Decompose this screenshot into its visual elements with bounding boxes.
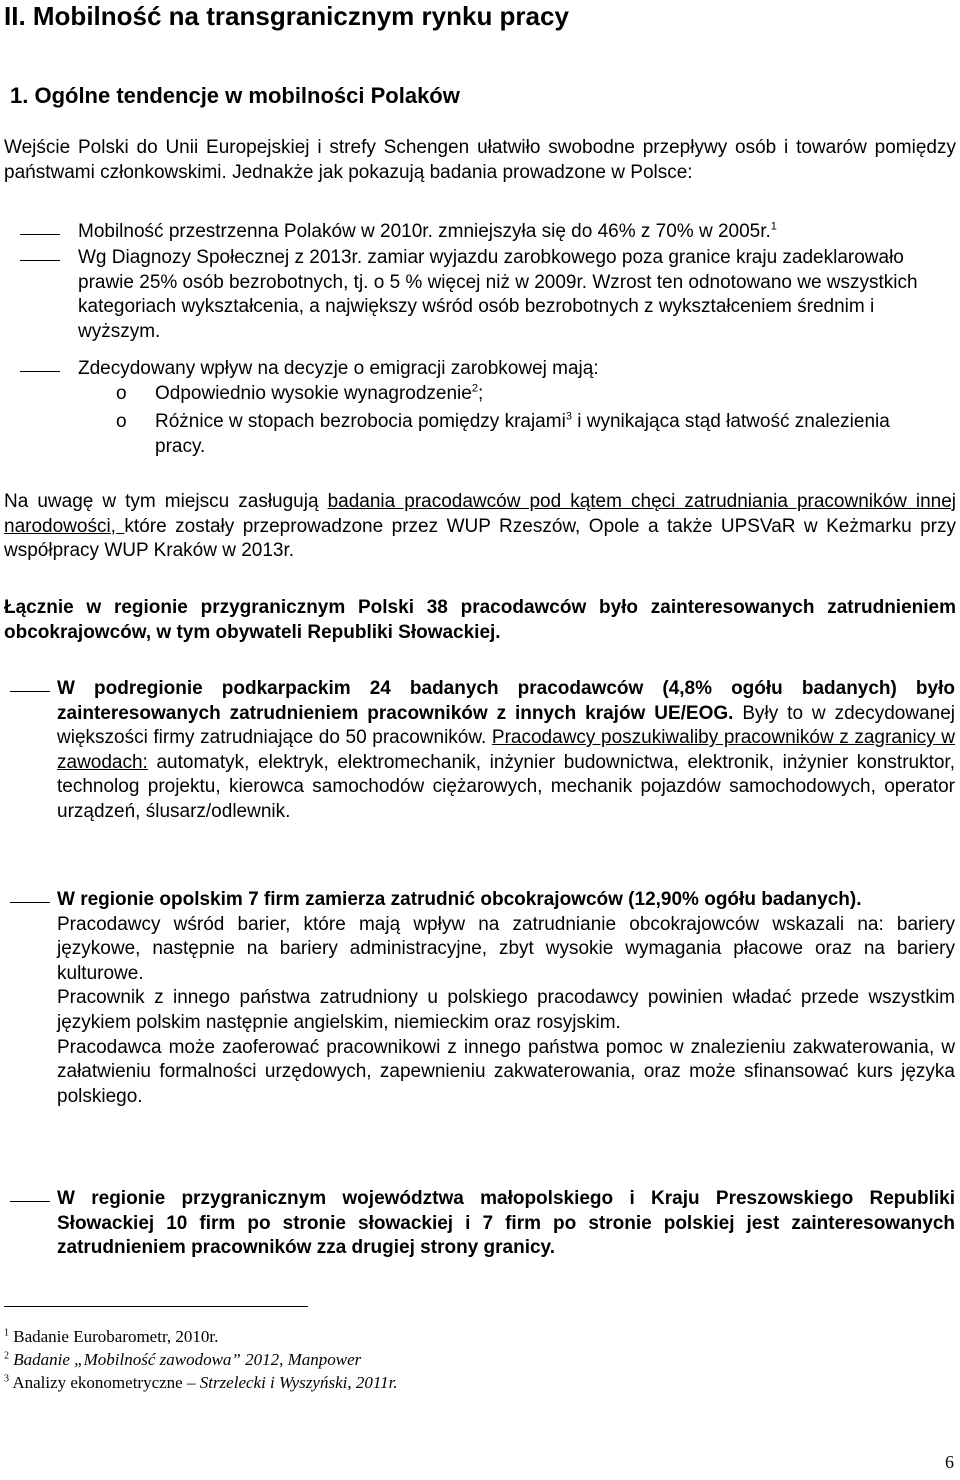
intro-paragraph: Wejście Polski do Unii Europejskiej i strefy Schengen ułatwiło swobodne przepływy osób i towarów pomiędzy państwami członkowskimi. Jednakże jak pokazują badania prowadzone w Polsce: [4,137,956,183]
employer-study-paragraph: Na uwagę w tym miejscu zasługują badania pracodawców pod kątem chęci zatrudniania pracowników innej narodowości, które zostały przeprowadzone przez WUP Rzeszów, Opole a także UPSVaR w Keżmarku przy współpracy WUP Kraków w 2013r. [4,491,957,562]
footnote-1: $^1$ Badanie Eurobarometr, 2010r. [4,1327,219,1346]
assistance-paragraph: Pracodawca może zaoferować pracownikowi z innego państwa pomoc w znalezieniu zakwaterowania, w załatwieniu formalności urzędowych, zapewnieniu zakwaterowania, oraz może sfinansować kurs języka polskiego. [57,1036,955,1107]
languages-paragraph: Pracownik z innego państwa zatrudniony u polskiego pracodawcy powinien władać przede wszystkim językiem polskim następnie angielskim, niemieckim oraz rosyjskim. [57,987,955,1033]
footnote-3: $^3$ Analizy ekonometryczne – Strzelecki i Wyszyński, 2011r. [4,1373,398,1392]
sub-bullet-unemployment: Różnice w stopach bezrobocia pomiędzy krajami$^3$ i wynikająca stąd łatwość znalezienia pracy. [155,410,890,457]
footnote-2: $^2$ Badanie „Mobilność zawodowa” 2012, Manpower [4,1350,362,1369]
dash-bullet [20,260,60,261]
dash-bullet [20,371,60,372]
bullet-social-diagnosis: Wg Diagnozy Społecznej z 2013r. zamiar wyjazdu zarobkowego poza granice kraju zadeklarowało prawie 25% osób bezrobotnych, tj. o 5 % więcej niż w 2009r. Wzrost ten odnotowano we wszystkich kategoriach wykształcenia, a największy wśród osób bezrobotnych z wykształceniem średnim i wyższym. [78,247,918,342]
section-opolskie [57,888,955,1109]
footnote-ref: 3 [565,410,572,423]
footnote-ref: 1 [770,220,777,233]
bullet-mobility [78,220,956,245]
underlined-phrase: badania pracodawców pod kątem chęci zatrudniania pracowników innej narodowości, [4,491,956,537]
footnote-separator [4,1306,308,1307]
bullet-mobility-text: Mobilność przestrzenna Polaków w 2010r. zmniejszyła się do 46% z 70% w 2005r. [78,221,771,242]
sub-bullet-marker: o [116,383,127,404]
sub-bullet-marker: o [116,411,127,432]
dash-bullet [10,691,50,692]
section-podkarpackie: W podregionie podkarpackim 24 badanych pracodawców (4,8% ogółu badanych) było zainteresowanych zatrudnieniem pracowników z innych krajów UE/EOG. Były to w zdecydowanej większości firmy zatrudniające do 50 pracowników. Pracodawcy poszukiwaliby pracowników z zagranicy w zawodach: automatyk, elektryk, elektromechanik, inżynier budownictwa, elektronik, inżynier konstruktor, technolog projektu, kierowca samochodów ciężarowych, mechanik pojazdów samochodowych, operator urządzeń, ślusarz/odlewnik. [57,678,956,822]
bullet-emigration-factors: Zdecydowany wpływ na decyzje o emigracji zarobkowej mają: [78,358,599,379]
subsection-heading: 1. Ogólne tendencje w mobilności Polaków [10,83,460,108]
dash-bullet [10,1201,50,1202]
underlined-phrase: Pracodawcy poszukiwaliby pracowników z zagranicy w zawodach: [57,727,956,773]
footnote-ref: 2 [471,382,478,395]
dash-bullet [10,902,50,903]
section-heading: II. Mobilność na transgranicznym rynku pracy [4,1,569,31]
dash-bullet [20,234,60,235]
section-malopolskie: W regionie przygranicznym województwa małopolskiego i Kraju Preszowskiego Republiki Słowackiej 10 firm po stronie słowackiej i 7 firm po stronie polskiej jest zainteresowanych zatrudnieniem pracowników zza drugiej strony granicy. [57,1188,955,1259]
barriers-paragraph: Pracodawcy wśród barier, które mają wpływ na zatrudnianie obcokrajowców wskazali na: bariery językowe, następnie na bariery administracyjne, zbyt wysokie wymagania płacowe oraz na bariery kulturowe. [57,913,955,984]
section-opolskie-heading: W regionie opolskim 7 firm zamierza zatrudnić obcokrajowców (12,90% ogółu badanych). [57,889,862,910]
page-number: 6 [945,1452,954,1472]
summary-paragraph: Łącznie w regionie przygranicznym Polski 38 pracodawców było zainteresowanych zatrudnieniem obcokrajowców, w tym obywateli Republiki Słowackiej. [4,597,956,643]
sub-bullet-wages: Odpowiednio wysokie wynagrodzenie$^2$; [155,382,484,404]
